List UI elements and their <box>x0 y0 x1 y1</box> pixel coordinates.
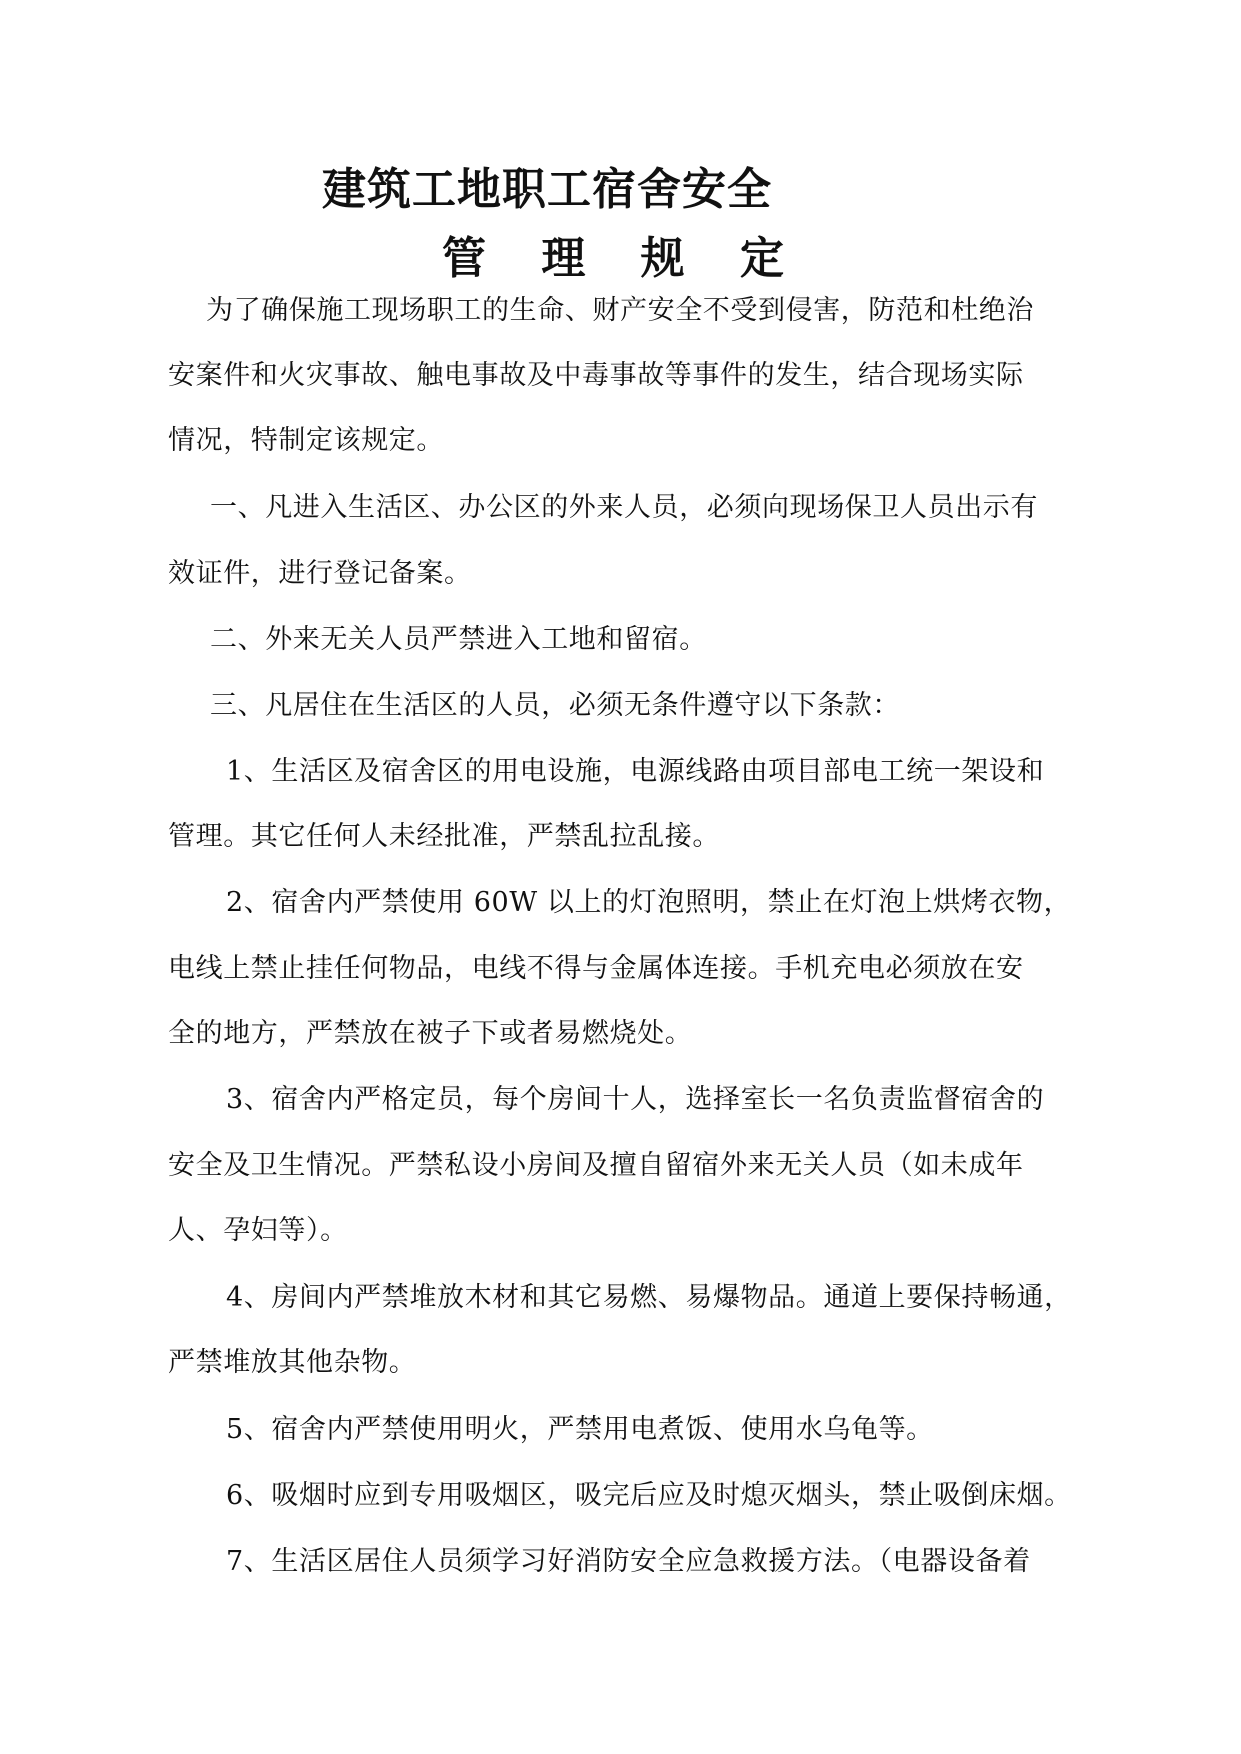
body-line: 管理。其它任何人未经批准，严禁乱拉乱接。 <box>168 821 720 852</box>
body-line: 为了确保施工现场职工的生命、财产安全不受到侵害，防范和杜绝治 <box>206 295 1034 326</box>
document-title-line-2: 管 理 规 定 <box>442 233 804 284</box>
body-line: 效证件，进行登记备案。 <box>168 558 472 589</box>
body-line: 2、宿舍内严禁使用 60W 以上的灯泡照明，禁止在灯泡上烘烤衣物， <box>226 887 1072 918</box>
body-line: 严禁堆放其他杂物。 <box>168 1347 417 1378</box>
document-title-line-1: 建筑工地职工宿舍安全 <box>322 164 772 215</box>
body-line: 三、凡居住在生活区的人员，必须无条件遵守以下条款： <box>210 690 900 721</box>
body-line: 二、外来无关人员严禁进入工地和留宿。 <box>210 624 707 655</box>
body-line: 5、宿舍内严禁使用明火，严禁用电煮饭、使用水乌龟等。 <box>226 1414 934 1445</box>
body-line: 6、吸烟时应到专用吸烟区，吸完后应及时熄灭烟头，禁止吸倒床烟。 <box>226 1480 1072 1511</box>
body-line: 电线上禁止挂任何物品，电线不得与金属体连接。手机充电必须放在安 <box>168 953 1024 984</box>
body-line: 1、生活区及宿舍区的用电设施，电源线路由项目部电工统一架设和 <box>226 756 1045 787</box>
body-line: 人、孕妇等）。 <box>168 1215 348 1246</box>
body-line: 情况，特制定该规定。 <box>168 425 444 456</box>
body-line: 安案件和火灾事故、触电事故及中毒事故等事件的发生，结合现场实际 <box>168 360 1024 391</box>
body-line: 3、宿舍内严格定员，每个房间十人，选择室长一名负责监督宿舍的 <box>226 1084 1045 1115</box>
body-line: 7、生活区居住人员须学习好消防安全应急救援方法。（电器设备着 <box>226 1546 1031 1577</box>
body-line: 4、房间内严禁堆放木材和其它易燃、易爆物品。通道上要保持畅通， <box>226 1282 1072 1313</box>
body-line: 一、凡进入生活区、办公区的外来人员，必须向现场保卫人员出示有 <box>210 492 1038 523</box>
body-line: 全的地方，严禁放在被子下或者易燃烧处。 <box>168 1018 693 1049</box>
body-line: 安全及卫生情况。严禁私设小房间及擅自留宿外来无关人员（如未成年 <box>168 1150 1024 1181</box>
